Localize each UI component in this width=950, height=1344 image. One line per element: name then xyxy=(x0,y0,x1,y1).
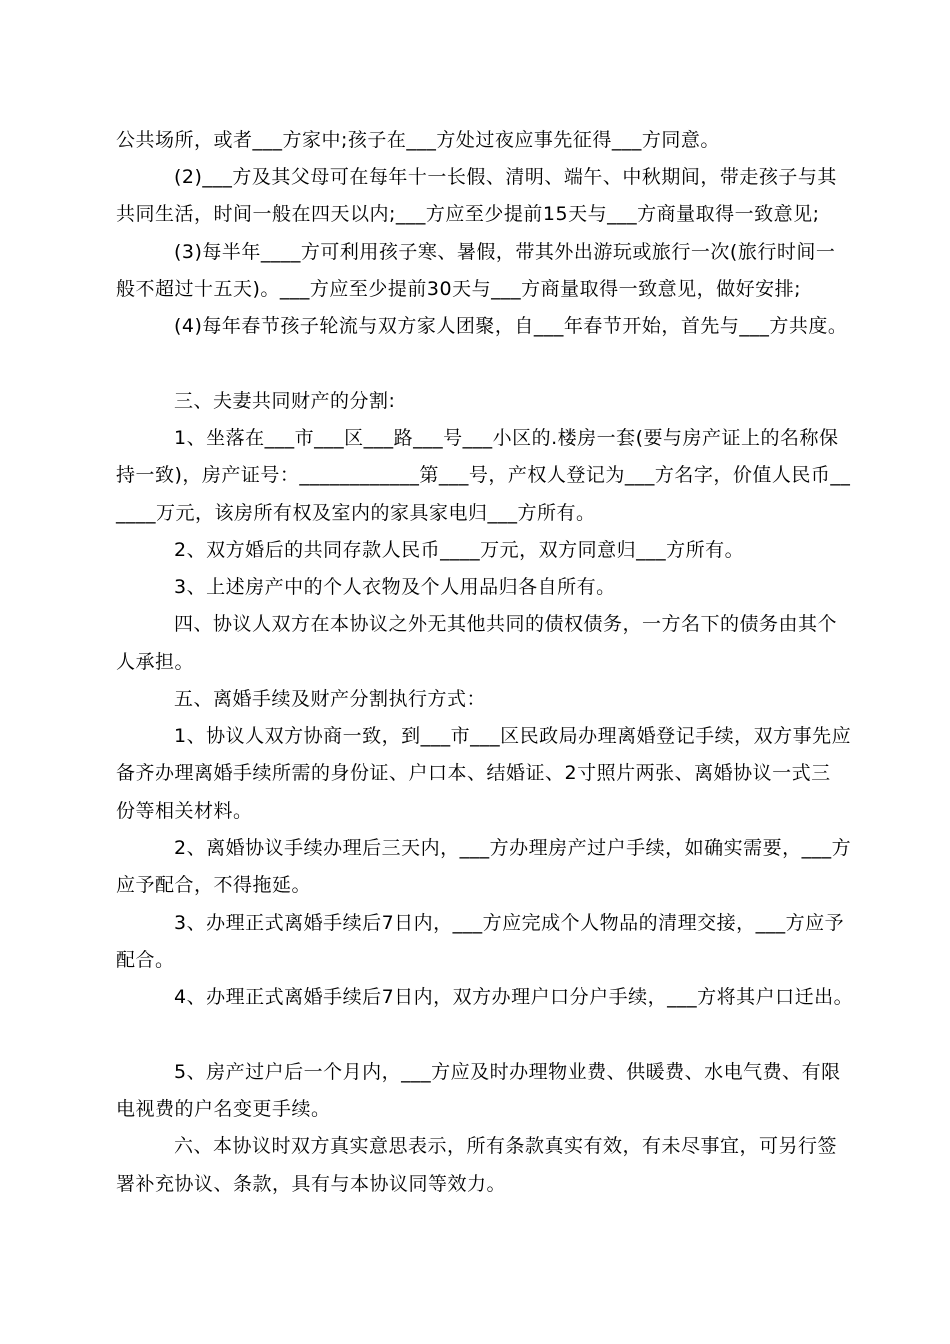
paragraph-line: 公共场所，或者___方家中;孩子在___方处过夜应事先征得___方同意。 xyxy=(116,129,720,151)
paragraph-line: 5、房产过户后一个月内，___方应及时办理物业费、供暖费、水电气费、有限 xyxy=(174,1061,841,1083)
paragraph-line: 般不超过十五天)。___方应至少提前30天与___方商量取得一致意见，做好安排; xyxy=(116,278,801,300)
paragraph-line: 电视费的户名变更手续。 xyxy=(116,1098,331,1120)
section-heading: 五、离婚手续及财产分割执行方式： xyxy=(174,688,487,710)
paragraph-line: 备齐办理离婚手续所需的身份证、户口本、结婚证、2寸照片两张、离婚协议一式三 xyxy=(116,762,831,784)
paragraph-line: 持一致)，房产证号：____________第___号，产权人登记为___方名字，价值人民币__ xyxy=(116,464,851,486)
paragraph-line: 2、双方婚后的共同存款人民币____万元，双方同意归___方所有。 xyxy=(174,539,745,561)
section-heading: 六、本协议时双方真实意思表示，所有条款真实有效，有未尽事宜，可另行签 xyxy=(174,1135,838,1157)
section-heading: 四、协议人双方在本协议之外无其他共同的债权债务，一方名下的债务由其个 xyxy=(174,613,838,635)
paragraph-line: 1、协议人双方协商一致，到___市___区民政局办理离婚登记手续，双方事先应 xyxy=(174,725,852,747)
paragraph-line: 4、办理正式离婚手续后7日内，双方办理户口分户手续，___方将其户口迁出。 xyxy=(174,986,854,1008)
paragraph-line: 3、上述房产中的个人衣物及个人用品归各自所有。 xyxy=(174,576,616,598)
paragraph-line: ____万元，该房所有权及室内的家具家电归___方所有。 xyxy=(116,502,596,524)
paragraph-line: 1、坐落在___市___区___路___号___小区的.楼房一套(要与房产证上的名称保 xyxy=(174,427,839,449)
paragraph-line: 份等相关材料。 xyxy=(116,800,253,822)
paragraph-line: 共同生活，时间一般在四天以内;___方应至少提前15天与___方商量取得一致意见; xyxy=(116,203,820,225)
paragraph-line: (3)每半年____方可利用孩子寒、暑假，带其外出游玩或旅行一次(旅行时间一 xyxy=(174,241,836,263)
paragraph-line: 应予配合，不得拖延。 xyxy=(116,874,312,896)
section-heading: 三、夫妻共同财产的分割: xyxy=(174,390,396,412)
paragraph-line: 2、离婚协议手续办理后三天内，___方办理房产过户手续，如确实需要，___方 xyxy=(174,837,852,859)
paragraph-line: (4)每年春节孩子轮流与双方家人团聚，自___年春节开始，首先与___方共度。 xyxy=(174,315,848,337)
paragraph-line: 配合。 xyxy=(116,949,175,971)
paragraph-line: (2)___方及其父母可在每年十一长假、清明、端午、中秋期间，带走孩子与其 xyxy=(174,166,837,188)
paragraph-line: 3、办理正式离婚手续后7日内，___方应完成个人物品的清理交接，___方应予 xyxy=(174,912,845,934)
paragraph-line: 人承担。 xyxy=(116,651,195,673)
paragraph-line: 署补充协议、条款，具有与本协议同等效力。 xyxy=(116,1173,507,1195)
